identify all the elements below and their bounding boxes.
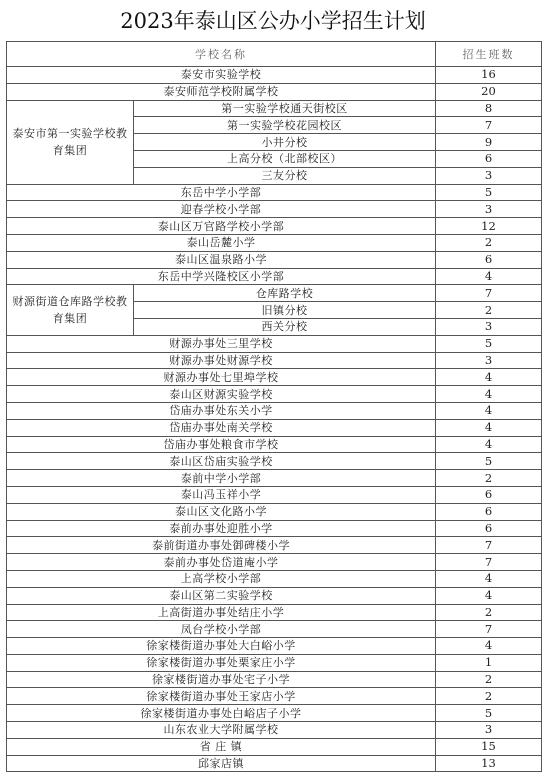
table-row — [7, 638, 542, 655]
table-row — [7, 486, 542, 503]
table-row — [7, 402, 542, 419]
class-count-cell: 6 — [436, 251, 542, 268]
class-count-cell: 2 — [436, 604, 542, 621]
school-name-cell: 财源办事处七里埠学校 — [7, 369, 436, 386]
school-name-cell: 凤台学校小学部 — [7, 621, 436, 638]
class-count-cell: 6 — [436, 150, 542, 167]
class-count-cell: 5 — [436, 184, 542, 201]
school-name-cell: 第一实验学校通天街校区 — [134, 100, 436, 117]
class-count-cell: 8 — [436, 100, 542, 117]
class-count-cell: 2 — [436, 688, 542, 705]
school-name-cell: 泰前办事处岱道庵小学 — [7, 554, 436, 571]
class-count-cell: 2 — [436, 671, 542, 688]
group-name-cell: 财源街道仓库路学校教育集团 — [7, 285, 134, 335]
class-count-cell: 3 — [436, 352, 542, 369]
school-name-cell: 上高分校（北部校区） — [134, 150, 436, 167]
class-count-cell: 4 — [436, 402, 542, 419]
school-name-cell: 泰山岳麓小学 — [7, 234, 436, 251]
page-title: 2023年泰山区公办小学招生计划 — [120, 9, 426, 33]
table-row — [7, 386, 542, 403]
class-count-cell: 16 — [436, 67, 542, 84]
class-count-cell: 3 — [436, 722, 542, 739]
school-name-cell: 徐家楼街道办事处栗家庄小学 — [7, 654, 436, 671]
table-row — [7, 83, 542, 100]
header-class-count: 招生班数 — [436, 42, 542, 67]
class-count-cell: 6 — [436, 520, 542, 537]
table-row — [7, 755, 542, 772]
class-count-cell: 6 — [436, 486, 542, 503]
table-row — [7, 100, 542, 117]
table-row — [7, 738, 542, 755]
school-name-cell: 旧镇分校 — [134, 302, 436, 319]
table-row — [7, 419, 542, 436]
school-name-cell: 泰前街道办事处御碑楼小学 — [7, 537, 436, 554]
table-row — [7, 470, 542, 487]
class-count-cell: 4 — [436, 570, 542, 587]
class-count-cell: 4 — [436, 587, 542, 604]
school-name-cell: 东岳中学小学部 — [7, 184, 436, 201]
class-count-cell: 2 — [436, 302, 542, 319]
table-row — [7, 218, 542, 235]
class-count-cell: 7 — [436, 554, 542, 571]
table-row — [7, 234, 542, 251]
table-row — [7, 587, 542, 604]
table-row — [7, 671, 542, 688]
class-count-cell: 5 — [436, 453, 542, 470]
table-row — [7, 520, 542, 537]
table-row — [7, 503, 542, 520]
class-count-cell: 7 — [436, 285, 542, 302]
table-row — [7, 436, 542, 453]
class-count-cell: 4 — [436, 419, 542, 436]
school-name-cell: 徐家楼街道办事处王家店小学 — [7, 688, 436, 705]
class-count-cell: 7 — [436, 537, 542, 554]
school-name-cell: 泰山冯玉祥小学 — [7, 486, 436, 503]
class-count-cell: 4 — [436, 268, 542, 285]
school-name-cell: 上高街道办事处结庄小学 — [7, 604, 436, 621]
class-count-cell: 20 — [436, 83, 542, 100]
school-name-cell: 徐家楼街道办事处宅子小学 — [7, 671, 436, 688]
class-count-cell: 6 — [436, 503, 542, 520]
school-name-cell: 西关分校 — [134, 318, 436, 335]
class-count-cell: 3 — [436, 167, 542, 184]
class-count-cell: 4 — [436, 386, 542, 403]
class-count-cell: 9 — [436, 134, 542, 151]
table-row — [7, 705, 542, 722]
school-name-cell: 泰山区万官路学校小学部 — [7, 218, 436, 235]
school-name-cell: 上高学校小学部 — [7, 570, 436, 587]
table-header-row — [7, 42, 542, 67]
school-name-cell: 东岳中学兴隆校区小学部 — [7, 268, 436, 285]
class-count-cell: 4 — [436, 638, 542, 655]
table-row — [7, 67, 542, 84]
school-name-cell: 泰安师范学校附属学校 — [7, 83, 436, 100]
table-row — [7, 268, 542, 285]
school-name-cell: 徐家楼街道办事处白峪店子小学 — [7, 705, 436, 722]
school-name-cell: 省 庄 镇 — [7, 738, 436, 755]
school-name-cell: 仓库路学校 — [134, 285, 436, 302]
table-row — [7, 201, 542, 218]
table-row — [7, 604, 542, 621]
school-name-cell: 财源办事处三里学校 — [7, 335, 436, 352]
school-name-cell: 泰山区第二实验学校 — [7, 587, 436, 604]
group-name-cell: 泰安市第一实验学校教育集团 — [7, 100, 134, 184]
table-row — [7, 621, 542, 638]
enrollment-table — [6, 41, 542, 772]
table-row — [7, 453, 542, 470]
table-body — [7, 67, 542, 772]
school-name-cell: 迎春学校小学部 — [7, 201, 436, 218]
class-count-cell: 7 — [436, 621, 542, 638]
class-count-cell: 5 — [436, 705, 542, 722]
class-count-cell: 5 — [436, 335, 542, 352]
school-name-cell: 岱庙办事处南关学校 — [7, 419, 436, 436]
school-name-cell: 山东农业大学附属学校 — [7, 722, 436, 739]
table-row — [7, 570, 542, 587]
school-name-cell: 岱庙办事处东关小学 — [7, 402, 436, 419]
table-row — [7, 184, 542, 201]
class-count-cell: 2 — [436, 470, 542, 487]
class-count-cell: 12 — [436, 218, 542, 235]
school-name-cell: 泰山区温泉路小学 — [7, 251, 436, 268]
school-name-cell: 小井分校 — [134, 134, 436, 151]
table-row — [7, 369, 542, 386]
school-name-cell: 三友分校 — [134, 167, 436, 184]
table-row — [7, 722, 542, 739]
class-count-cell: 1 — [436, 654, 542, 671]
school-name-cell: 泰前中学小学部 — [7, 470, 436, 487]
class-count-cell: 3 — [436, 318, 542, 335]
class-count-cell: 15 — [436, 738, 542, 755]
table-row — [7, 251, 542, 268]
class-count-cell: 4 — [436, 369, 542, 386]
school-name-cell: 泰前办事处迎胜小学 — [7, 520, 436, 537]
table-row — [7, 352, 542, 369]
table-row — [7, 285, 542, 302]
school-name-cell: 徐家楼街道办事处大白峪小学 — [7, 638, 436, 655]
class-count-cell: 3 — [436, 201, 542, 218]
table-row — [7, 554, 542, 571]
school-name-cell: 泰山区财源实验学校 — [7, 386, 436, 403]
school-name-cell: 泰安市实验学校 — [7, 67, 436, 84]
table-row — [7, 688, 542, 705]
class-count-cell: 7 — [436, 117, 542, 134]
table-row — [7, 654, 542, 671]
school-name-cell: 财源办事处财源学校 — [7, 352, 436, 369]
class-count-cell: 13 — [436, 755, 542, 772]
header-school-name: 学校名称 — [7, 42, 436, 67]
school-name-cell: 第一实验学校花园校区 — [134, 117, 436, 134]
school-name-cell: 邱家店镇 — [7, 755, 436, 772]
school-name-cell: 岱庙办事处粮食市学校 — [7, 436, 436, 453]
class-count-cell: 2 — [436, 234, 542, 251]
class-count-cell: 4 — [436, 436, 542, 453]
school-name-cell: 泰山区文化路小学 — [7, 503, 436, 520]
school-name-cell: 泰山区岱庙实验学校 — [7, 453, 436, 470]
table-row — [7, 537, 542, 554]
table-row — [7, 335, 542, 352]
